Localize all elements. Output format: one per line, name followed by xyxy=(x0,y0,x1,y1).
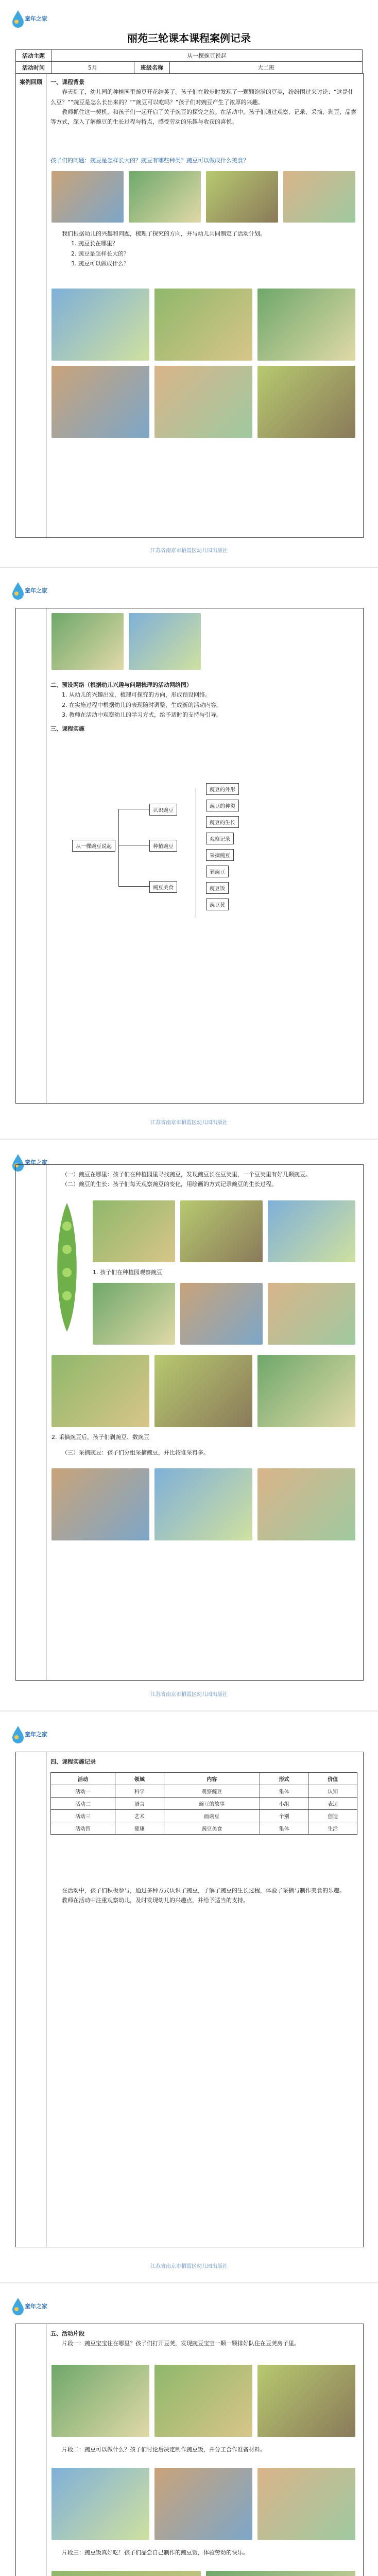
logo-text: 童年之家 xyxy=(25,1731,47,1738)
photo-27 xyxy=(257,2365,355,2437)
page-5 xyxy=(0,2287,378,2576)
section3-p2: （二）豌豆的生长：孩子们每天观察豌豆的变化，用绘画的方式记录豌豆的生长过程。 xyxy=(62,1181,277,1188)
section5-heading: 五、活动片段 xyxy=(50,2330,84,2337)
table-row xyxy=(51,1798,357,1810)
table-cell: 小组 xyxy=(260,1798,308,1810)
logo-drop-icon xyxy=(11,9,25,28)
theme-value: 从一棵豌豆说起 xyxy=(51,50,363,62)
table-cell: 健康 xyxy=(115,1822,164,1835)
section1-item-2: 2. 豌豆是怎样长大的？ xyxy=(71,250,129,257)
photo-20 xyxy=(154,1355,252,1427)
theme-label: 活动主题 xyxy=(16,50,51,62)
photo-10 xyxy=(257,366,355,438)
photo-18 xyxy=(268,1283,355,1345)
page-divider xyxy=(0,2282,378,2283)
photo-16 xyxy=(93,1283,175,1345)
map-center: 从一棵豌豆说起 xyxy=(72,840,115,852)
photo-22 xyxy=(51,1468,149,1540)
logo-drop-icon xyxy=(11,2297,25,2315)
plan-header-value: 价值 xyxy=(308,1773,357,1785)
section3-text xyxy=(50,1170,357,1190)
table-cell: 个别 xyxy=(260,1810,308,1822)
section5-p3: 片段三：豌豆饭真好吃！孩子们品尝自己制作的豌豆饭，体验劳动的快乐。 xyxy=(62,2549,249,2556)
section1-p2: 教师抓住这一契机，和孩子们一起开启了关于豌豆的探究之旅。在活动中，孩子们通过观察、记录、采摘、剥豆、品尝等方式，深入了解豌豆的生长过程与特点，感受劳动的乐趣与收获的喜悦。 xyxy=(50,108,356,125)
section3-p3-wrap xyxy=(50,1448,357,1458)
logo-drop-icon xyxy=(11,581,25,600)
photo-8 xyxy=(51,366,149,438)
photo-12 xyxy=(129,613,201,670)
section1-p3: 我们根据幼儿的兴趣和问题，梳理了探究的方向，并与幼儿共同制定了活动计划。 xyxy=(62,230,266,237)
table-cell: 活动三 xyxy=(51,1810,115,1822)
section5-text-3 xyxy=(50,2548,357,2557)
table-row xyxy=(51,1785,357,1798)
section3-p1: （一）豌豆在哪里：孩子们在种植园里寻找豌豆，发现豌豆长在豆荚里，一个豆荚里有好几颗豌豆。 xyxy=(62,1171,311,1178)
photo-9 xyxy=(154,366,252,438)
section2-p1: 1. 从幼儿的兴趣出发，梳理可探究的方向，形成预设网络。 xyxy=(62,691,211,699)
table-cell: 豌豆美食 xyxy=(164,1822,260,1835)
photo-13 xyxy=(93,1200,175,1262)
map-branch-2: 种植豌豆 xyxy=(149,840,177,852)
class-value: 大二班 xyxy=(170,62,363,74)
page-divider xyxy=(0,1139,378,1140)
section4-p1: 在活动中，孩子们积极参与，通过多种方式认识了豌豆，了解了豌豆的生长过程，体验了采摘与制作美食的乐趣。 xyxy=(62,1887,345,1894)
footer-1: 江苏省南京市栖霞区幼儿园出版社 xyxy=(150,548,228,554)
logo-text: 童年之家 xyxy=(25,15,47,22)
table-cell: 语言 xyxy=(115,1798,164,1810)
table-cell: 豌豆的故事 xyxy=(164,1798,260,1810)
table-cell: 活动一 xyxy=(51,1785,115,1798)
plan-header-form: 形式 xyxy=(260,1773,308,1785)
time-label: 活动时间 xyxy=(16,62,51,74)
table-cell: 表达 xyxy=(308,1798,357,1810)
logo-text: 童年之家 xyxy=(25,587,47,594)
photo-23 xyxy=(154,1468,252,1540)
photo-3 xyxy=(206,171,278,223)
map-leaf-3: 豌豆的生长 xyxy=(206,816,239,828)
section5-p2: 片段二：豌豆可以做什么？孩子们讨论后决定制作豌豆饭，并分工合作准备材料。 xyxy=(62,2446,266,2453)
footer-4: 江苏省南京市栖霞区幼儿园出版社 xyxy=(150,2264,228,2269)
map-leaf-2: 豌豆的种类 xyxy=(206,800,239,811)
page-4 xyxy=(0,1716,378,2282)
table-cell: 观察豌豆 xyxy=(164,1785,260,1798)
logo-text: 童年之家 xyxy=(25,2303,47,2310)
section5-p1: 片段一：豌豆宝宝住在哪里？孩子们打开豆荚，发现豌豆宝宝一颗一颗排好队住在豆荚房子里。 xyxy=(62,2340,300,2347)
question-text: 孩子们的问题：豌豆是怎样长大的？豌豆有哪些种类？豌豆可以做成什么美食？ xyxy=(50,157,249,164)
photo-2 xyxy=(129,171,201,223)
section4-heading: 四、课程实施记录 xyxy=(50,1758,96,1765)
logo-text: 童年之家 xyxy=(25,1159,47,1166)
photo-17 xyxy=(180,1283,263,1345)
photo-30 xyxy=(257,2468,355,2540)
section2-p3: 3. 教师在活动中观察幼儿的学习方式，给予适时的支持与引导。 xyxy=(62,711,222,718)
table-cell: 活动二 xyxy=(51,1798,115,1810)
table-cell: 画豌豆 xyxy=(164,1810,260,1822)
caption-1: 1. 孩子们在种植园观察豌豆 xyxy=(93,1269,162,1276)
map-leaf-4: 观察记录 xyxy=(206,833,234,844)
case-label-cell-5 xyxy=(15,2324,46,2576)
photo-31 xyxy=(51,2571,201,2576)
map-branch-3: 豌豆美食 xyxy=(149,881,177,893)
plan-header-domain: 领域 xyxy=(115,1773,164,1785)
time-value: 5月 xyxy=(51,62,134,74)
case-label-cell-2 xyxy=(15,608,46,1104)
photo-5 xyxy=(51,289,149,361)
class-label: 班级名称 xyxy=(134,62,170,74)
section5-text-2 xyxy=(50,2445,357,2454)
brand-logo xyxy=(11,579,47,603)
case-label-cell-4 xyxy=(15,1752,46,2247)
table-cell: 认知 xyxy=(308,1785,357,1798)
section1-item-3: 3. 豌豆可以做成什么？ xyxy=(71,260,129,267)
photo-11 xyxy=(51,613,124,670)
footer-2: 江苏省南京市栖霞区幼儿园出版社 xyxy=(150,1120,228,1126)
map-line-trunk xyxy=(118,809,119,886)
brand-logo xyxy=(11,7,47,31)
photo-21 xyxy=(257,1355,355,1427)
section1-more xyxy=(50,229,357,268)
brand-logo xyxy=(11,2295,47,2318)
intro-label: 案例回顾 xyxy=(20,79,42,86)
table-cell: 艺术 xyxy=(115,1810,164,1822)
table-cell: 生活 xyxy=(308,1822,357,1835)
page-3 xyxy=(0,1144,378,1710)
map-leaf-1: 豌豆的外形 xyxy=(206,783,239,795)
footer-3: 江苏省南京市栖霞区幼儿园出版社 xyxy=(150,1692,228,1698)
map-branch-1: 认识豌豆 xyxy=(149,804,177,816)
section1-text xyxy=(50,77,357,127)
section1-heading: 一、课程背景 xyxy=(50,79,84,86)
plan-table xyxy=(50,1772,357,1835)
map-heading: 三、课程实施 xyxy=(50,725,84,732)
section3-p3: （三）采摘豌豆：孩子们分组采摘豌豆，并比较谁采得多。 xyxy=(62,1449,209,1456)
table-cell: 集体 xyxy=(260,1822,308,1835)
section2-p2: 2. 在实施过程中根据幼儿的表现随时调整，生成新的活动内容。 xyxy=(62,701,222,708)
plan-header-activity: 活动 xyxy=(51,1773,115,1785)
photo-32 xyxy=(206,2571,355,2576)
section5-text xyxy=(50,2329,357,2349)
pea-pod-icon xyxy=(51,1200,82,1334)
photo-19 xyxy=(51,1355,149,1427)
section2-text xyxy=(50,680,357,734)
document-title: 丽苑三轮课本课程案例记录 xyxy=(127,32,251,44)
section4-p2: 教师在活动中注重观察幼儿，及时发现幼儿的兴趣点，并给予适当的支持。 xyxy=(62,1897,249,1904)
photo-24 xyxy=(257,1468,355,1540)
map-leaf-6: 剥豌豆 xyxy=(206,866,229,877)
photo-7 xyxy=(257,289,355,361)
map-leaf-7: 豌豆饭 xyxy=(206,882,229,894)
table-cell: 科学 xyxy=(115,1785,164,1798)
table-row xyxy=(51,1822,357,1835)
photo-14 xyxy=(180,1200,263,1262)
logo-drop-icon xyxy=(11,1725,25,1743)
map-leaf-5: 采摘豌豆 xyxy=(206,849,234,861)
page-2 xyxy=(0,572,378,1139)
photo-6 xyxy=(154,289,252,361)
photo-26 xyxy=(154,2365,252,2437)
table-cell: 集体 xyxy=(260,1785,308,1798)
photo-1 xyxy=(51,171,124,223)
photo-25 xyxy=(51,2365,149,2437)
section2-heading: 二、预设网络（根据幼儿兴趣与问题梳理的活动网络图） xyxy=(50,682,192,688)
section1-item-1: 1. 豌豆长在哪里？ xyxy=(71,240,118,247)
section1-p1: 春天到了，幼儿园的种植园里豌豆开花结荚了。孩子们在散步时发现了一颗颗饱满的豆荚，纷纷围过来讨论：“这是什么豆？”“豌豆是怎么长出来的？”“豌豆可以吃吗？”孩子们对豌豆产生了浓厚的兴趣。 xyxy=(50,89,354,106)
photo-29 xyxy=(154,2468,252,2540)
page-divider xyxy=(0,567,378,568)
brand-logo xyxy=(11,1723,47,1747)
page-1 xyxy=(0,0,378,567)
info-table xyxy=(15,49,363,74)
case-label-cell xyxy=(15,73,46,538)
photo-15 xyxy=(268,1200,355,1262)
photo-4 xyxy=(283,171,355,223)
case-label-cell-3 xyxy=(15,1164,46,1681)
plan-header-content: 内容 xyxy=(164,1773,260,1785)
table-cell: 创造 xyxy=(308,1810,357,1822)
caption-2: 2. 采摘豌豆后，孩子们剥豌豆、数豌豆 xyxy=(51,1434,149,1440)
map-leaf-8: 豌豆黄 xyxy=(206,899,229,910)
page-divider xyxy=(0,1710,378,1711)
table-row xyxy=(51,1810,357,1822)
table-cell: 活动四 xyxy=(51,1822,115,1835)
section4-text xyxy=(50,1886,357,1906)
map-line-h3 xyxy=(118,886,149,887)
photo-28 xyxy=(51,2468,149,2540)
